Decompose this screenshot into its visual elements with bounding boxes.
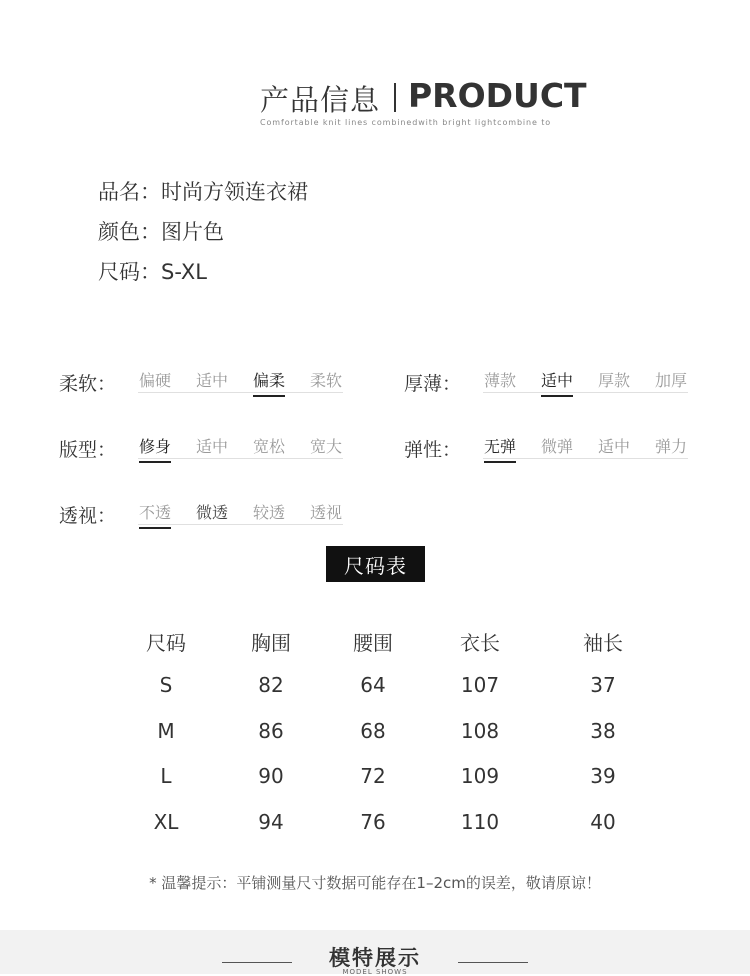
table-cell: 68	[360, 719, 386, 743]
attr-sheerness-track	[138, 524, 343, 525]
table-cell: 38	[590, 719, 616, 743]
attr-softness-option: 偏硬	[139, 371, 172, 390]
info-value: 时尚方领连衣裙	[161, 180, 308, 204]
info-value: S-XL	[161, 260, 207, 284]
attr-fit-option: 适中	[196, 437, 229, 456]
attr-softness-label: 柔软：	[59, 373, 117, 395]
attr-thickness-option: 加厚	[655, 371, 688, 390]
size-chart-title: 尺码表	[326, 546, 425, 582]
table-cell: 94	[258, 810, 284, 834]
info-value: 图片色	[161, 220, 224, 244]
table-header: 腰围	[353, 631, 393, 655]
table-cell: 37	[590, 673, 616, 697]
info-row-color	[98, 216, 224, 246]
attr-elasticity-option-selected: 无弹	[484, 434, 516, 457]
attr-thickness-option: 厚款	[598, 371, 631, 390]
section-title-cn: 产品信息	[260, 83, 381, 117]
footer-title: 模特展示	[329, 946, 421, 970]
section-title-en: PRODUCT	[408, 76, 587, 115]
table-header: 胸围	[251, 631, 291, 655]
attr-fit-option: 宽松	[253, 437, 286, 456]
table-cell: 110	[460, 810, 500, 834]
attr-thickness-option: 薄款	[484, 371, 517, 390]
attr-sheerness-option: 微透	[196, 503, 229, 522]
attr-elasticity-option: 适中	[598, 437, 631, 456]
attr-elasticity-track	[483, 458, 688, 459]
attr-fit-label: 版型：	[59, 439, 117, 461]
table-cell: 109	[460, 764, 500, 788]
info-row-name	[98, 176, 308, 206]
table-cell: M	[157, 719, 175, 743]
attr-fit-option: 宽大	[310, 437, 343, 456]
table-cell: S	[159, 673, 173, 697]
attr-softness-option: 柔软	[310, 371, 343, 390]
table-header: 袖长	[583, 631, 623, 655]
attr-elasticity-option: 微弹	[541, 437, 574, 456]
table-cell: 76	[360, 810, 386, 834]
info-label: 品名：	[98, 180, 161, 204]
attr-sheerness-option: 透视	[310, 503, 343, 522]
attr-thickness-track	[483, 392, 688, 393]
attr-softness-option: 适中	[196, 371, 229, 390]
info-label: 尺码：	[98, 260, 161, 284]
info-row-size	[98, 256, 207, 286]
section-subtitle: Comfortable knit lines combinedwith bright lightcombine to	[260, 118, 552, 127]
attr-fit-option-selected: 修身	[139, 434, 171, 457]
table-header: 衣长	[460, 631, 500, 655]
table-cell: 72	[360, 764, 386, 788]
table-cell: 107	[460, 673, 500, 697]
attr-softness-option-selected: 偏柔	[253, 368, 285, 391]
attr-sheerness-label: 透视：	[59, 505, 117, 527]
table-cell: XL	[153, 810, 179, 834]
attr-thickness-option-selected: 适中	[541, 368, 573, 391]
table-cell: 82	[258, 673, 284, 697]
info-label: 颜色：	[98, 220, 161, 244]
table-cell: 90	[258, 764, 284, 788]
footer-subtitle: MODEL SHOWS	[342, 968, 408, 976]
attr-sheerness-option-selected: 不透	[139, 500, 171, 523]
title-divider	[394, 83, 396, 112]
table-header: 尺码	[146, 631, 186, 655]
attr-elasticity-option: 弹力	[655, 437, 688, 456]
attr-fit-track	[138, 458, 343, 459]
attr-thickness-label: 厚薄：	[404, 373, 462, 395]
table-cell: 40	[590, 810, 616, 834]
table-cell: 39	[590, 764, 616, 788]
attr-softness-track	[138, 392, 343, 393]
attr-elasticity-label: 弹性：	[404, 439, 462, 461]
measurement-note: * 温馨提示：平铺测量尺寸数据可能存在1–2cm的误差，敬请原谅！	[149, 874, 601, 892]
table-cell: 64	[360, 673, 386, 697]
attr-sheerness-option: 较透	[253, 503, 286, 522]
table-cell: L	[160, 764, 172, 788]
table-cell: 86	[258, 719, 284, 743]
table-cell: 108	[460, 719, 500, 743]
